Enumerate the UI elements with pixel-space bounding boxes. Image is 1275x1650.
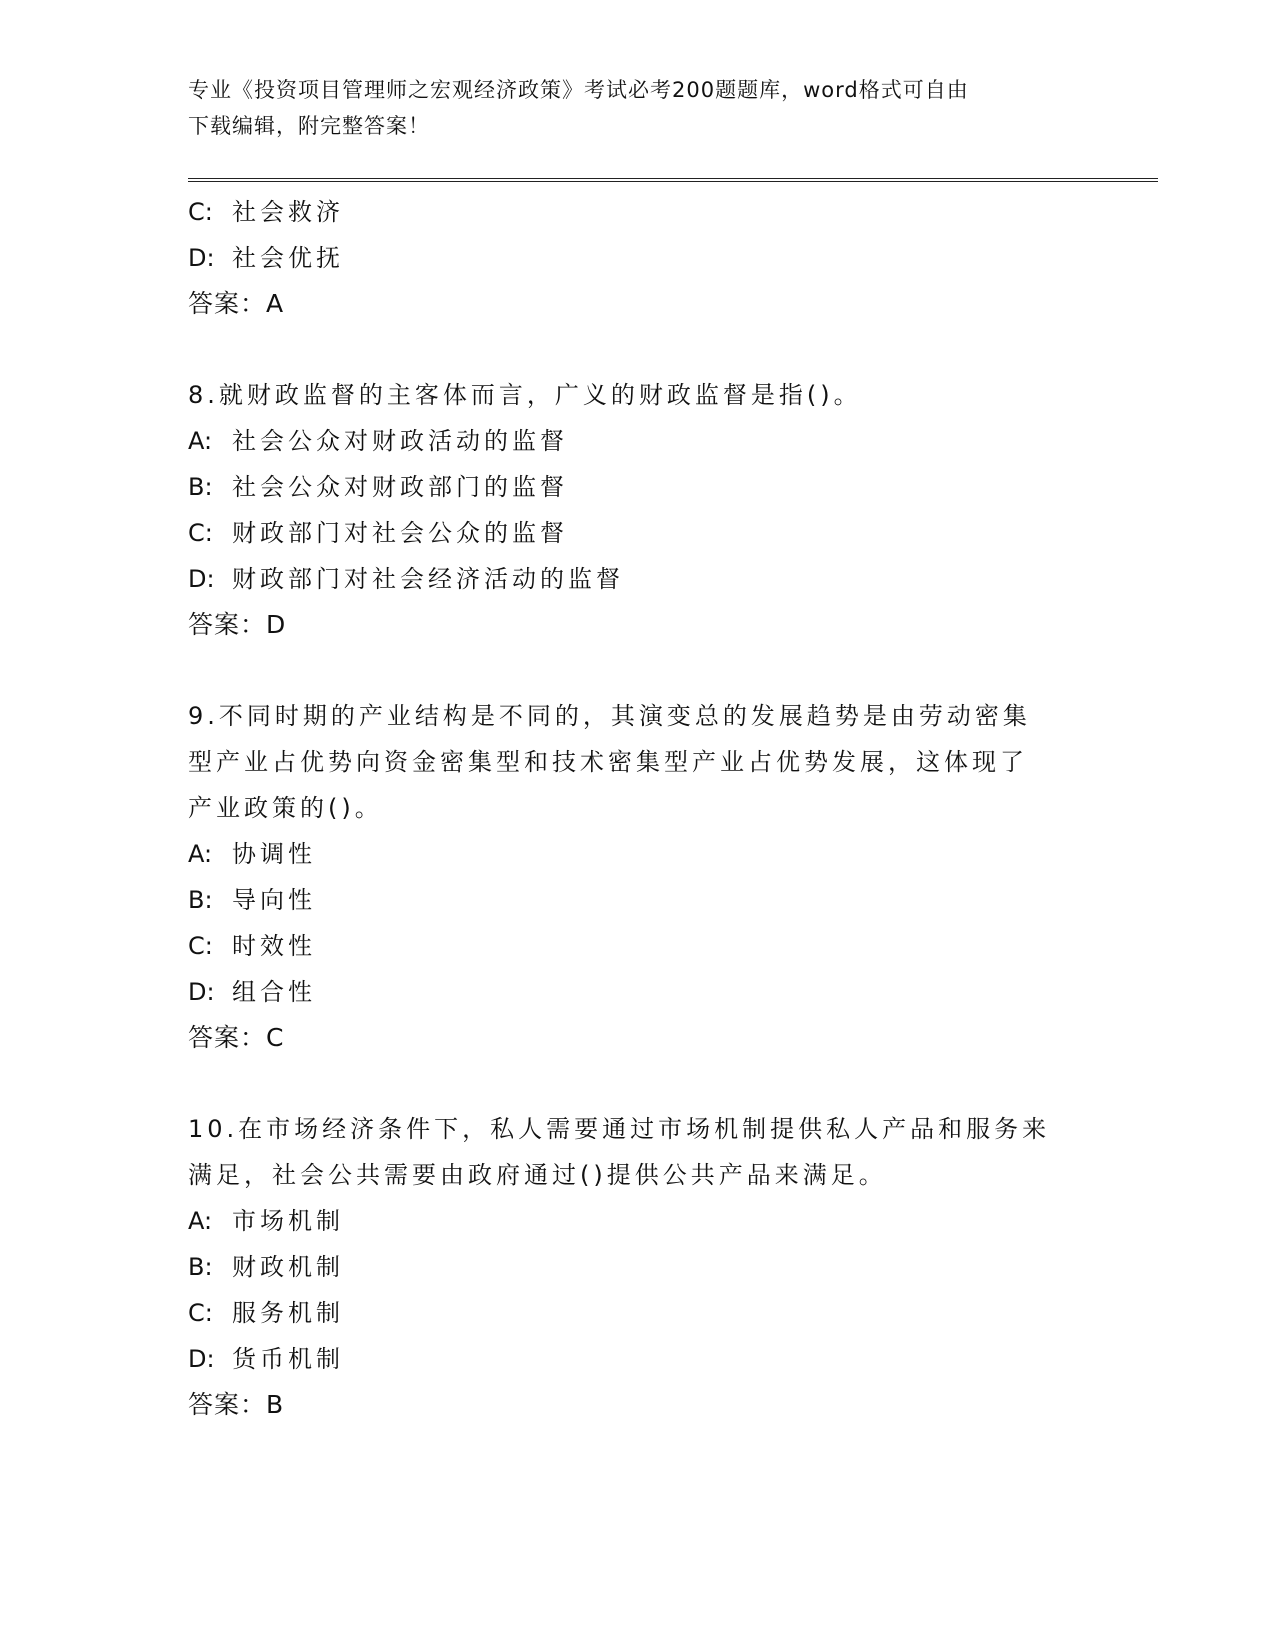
option-c	[188, 510, 1088, 556]
question-stem-line: 满足，社会公共需要由政府通过()提供公共产品来满足。	[188, 1161, 887, 1189]
question-stem-line: 10.在市场经济条件下，私人需要通过市场机制提供私人产品和服务来	[188, 1115, 1051, 1143]
question-9	[188, 693, 1088, 1061]
option-letter: C:	[188, 1299, 213, 1327]
question-10	[188, 1106, 1088, 1428]
option-text: 财政机制	[232, 1253, 344, 1281]
header-line-1: 专业《投资项目管理师之宏观经济政策》考试必考200题题库，word格式可自由	[188, 78, 969, 102]
option-b	[188, 464, 1088, 510]
option-text: 社会公众对财政部门的监督	[232, 473, 568, 501]
option-text: 财政部门对社会经济活动的监督	[232, 565, 624, 593]
option-text: 组合性	[232, 978, 316, 1006]
option-letter: C:	[188, 519, 213, 547]
answer-line: 答案：C	[188, 1023, 285, 1052]
question-stem-line: 9.不同时期的产业结构是不同的，其演变总的发展趋势是由劳动密集	[188, 702, 1031, 730]
option-d	[188, 235, 1088, 281]
option-c	[188, 189, 1088, 235]
option-letter: A:	[188, 840, 213, 868]
question-8	[188, 372, 1088, 648]
option-a	[188, 1198, 1088, 1244]
option-d	[188, 556, 1088, 602]
header-line-2: 下载编辑，附完整答案！	[188, 114, 430, 138]
option-b	[188, 877, 1088, 923]
option-letter: D:	[188, 1345, 215, 1373]
option-text: 社会救济	[232, 198, 344, 226]
option-c	[188, 923, 1088, 969]
option-letter: A:	[188, 1207, 213, 1235]
option-text: 财政部门对社会公众的监督	[232, 519, 568, 547]
answer-line: 答案：A	[188, 289, 285, 318]
option-text: 社会优抚	[232, 244, 344, 272]
option-letter: D:	[188, 978, 215, 1006]
question-content	[188, 189, 1088, 1428]
header-divider	[188, 178, 1158, 182]
option-letter: B:	[188, 1253, 213, 1281]
option-letter: A:	[188, 427, 213, 455]
question-stem-line: 型产业占优势向资金密集型和技术密集型产业占优势发展，这体现了	[188, 748, 1028, 776]
option-text: 市场机制	[232, 1207, 344, 1235]
option-d	[188, 969, 1088, 1015]
answer-line: 答案：D	[188, 610, 287, 639]
option-letter: C:	[188, 198, 213, 226]
option-text: 时效性	[232, 932, 316, 960]
option-letter: B:	[188, 473, 213, 501]
option-letter: C:	[188, 932, 213, 960]
option-a	[188, 831, 1088, 877]
option-b	[188, 1244, 1088, 1290]
option-text: 服务机制	[232, 1299, 344, 1327]
question-stem-line: 产业政策的()。	[188, 794, 383, 822]
option-letter: D:	[188, 565, 215, 593]
option-letter: D:	[188, 244, 215, 272]
document-header	[188, 72, 1088, 144]
option-text: 协调性	[232, 840, 316, 868]
option-text: 导向性	[232, 886, 316, 914]
question-7-tail	[188, 189, 1088, 327]
option-text: 社会公众对财政活动的监督	[232, 427, 568, 455]
answer-line: 答案：B	[188, 1390, 285, 1419]
option-letter: B:	[188, 886, 213, 914]
option-c	[188, 1290, 1088, 1336]
question-stem-line: 8.就财政监督的主客体而言，广义的财政监督是指()。	[188, 381, 862, 409]
option-a	[188, 418, 1088, 464]
option-d	[188, 1336, 1088, 1382]
option-text: 货币机制	[232, 1345, 344, 1373]
